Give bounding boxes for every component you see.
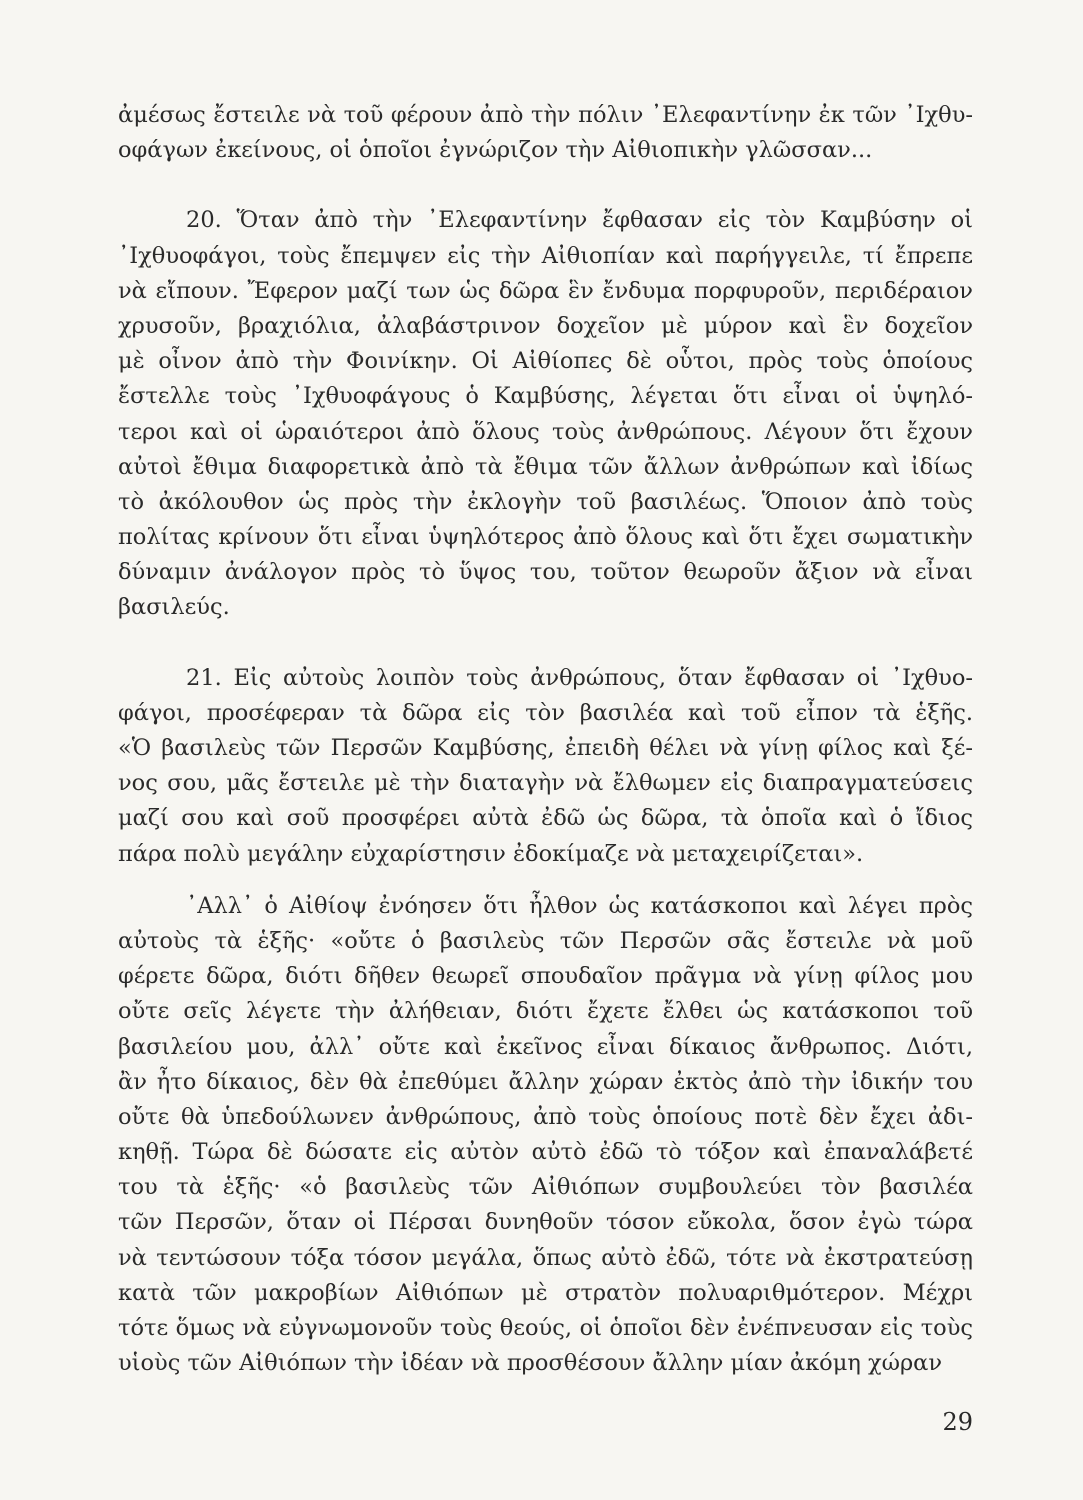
text-line: τῶν Περσῶν, ὅταν οἱ Πέρσαι δυνηθοῦν τόσον εὔκολα, ὅσον ἐγὼ τώρα [118,1209,973,1236]
text-line: υἱοὺς τῶν Αἰθιόπων τὴν ἰδέαν νὰ προσθέσουν ἄλλην μίαν ἀκόμη χώραν [118,1350,943,1377]
paragraph-gap [118,168,973,203]
text-line: χρυσοῦν, βραχιόλια, ἀλαβάστρινον δοχεῖον μὲ μύρον καὶ ἓν δοχεῖον [118,312,973,339]
text-line: αὐτοὺς τὰ ἑξῆς· «οὔτε ὁ βασιλεὺς τῶν Περσῶν σᾶς ἔστειλε νὰ μοῦ [118,927,973,954]
text-line: «Ὁ βασιλεὺς τῶν Περσῶν Καμβύσης, ἐπειδὴ θέλει νὰ γίνῃ φίλος καὶ ξέ- [118,735,973,761]
text-line: τεροι καὶ οἱ ὡραιότεροι ἀπὸ ὅλους τοὺς ἀνθρώπους. Λέγουν ὅτι ἔχουν [118,418,973,445]
text-line: φάγοι, προσέφεραν τὰ δῶρα εἰς τὸν βασιλέα καὶ τοῦ εἶπον τὰ ἑξῆς. [118,699,973,726]
text-line: αὐτοὶ ἔθιμα διαφορετικὰ ἀπὸ τὰ ἔθιμα τῶν ἄλλων ἀνθρώπων καὶ ἰδίως [118,453,973,480]
text-line: οὔτε σεῖς λέγετε τὴν ἀλήθειαν, διότι ἔχετε ἔλθει ὡς κατάσκοποι τοῦ [118,998,973,1025]
text-line: ἂν ἦτο δίκαιος, δὲν θὰ ἐπεθύμει ἄλλην χώραν ἐκτὸς ἀπὸ τὴν ἰδικήν του [118,1068,973,1095]
text-line: τὸ ἀκόλουθον ὡς πρὸς τὴν ἐκλογὴν τοῦ βασιλέως. Ὅποιον ἀπὸ τοὺς [118,488,973,515]
text-line: μὲ οἶνον ἀπὸ τὴν Φοινίκην. Οἱ Αἰθίοπες δὲ οὗτοι, πρὸς τοὺς ὁποίους [118,348,973,375]
paragraph [118,203,973,625]
text-line: 21. Εἰς αὐτοὺς λοιπὸν τοὺς ἀνθρώπους, ὅταν ἔφθασαν οἱ ᾿Ιχθυο- [186,664,973,691]
paragraph-gap [118,626,973,661]
text-line: τότε ὅμως νὰ εὐγνωμονοῦν τοὺς θεούς, οἱ ὁποῖοι δὲν ἐνέπνευσαν εἰς τοὺς [118,1315,973,1341]
text-line: ἔστελλε τοὺς ᾿Ιχθυοφάγους ὁ Καμβύσης, λέγεται ὅτι εἶναι οἱ ὑψηλό- [118,383,973,410]
text-line: του τὰ ἑξῆς· «ὁ βασιλεὺς τῶν Αἰθιόπων συμβουλεύει τὸν βασιλέα [118,1174,973,1201]
text-line: βασιλεύς. [118,594,230,621]
paragraph [118,889,973,1382]
text-line: νος σου, μᾶς ἔστειλε μὲ τὴν διαταγὴν νὰ ἔλθωμεν εἰς διαπραγματεύσεις [118,770,973,797]
text-line: 20. Ὅταν ἀπὸ τὴν ᾿Ελεφαντίνην ἔφθασαν εἰς τὸν Καμβύσην οἱ [186,207,973,234]
text-line: βασιλείου μου, ἀλλ᾿ οὔτε καὶ ἐκεῖνος εἶναι δίκαιος ἄνθρωπος. Διότι, [118,1033,973,1060]
paragraph [118,98,973,168]
text-line: δύναμιν ἀνάλογον πρὸς τὸ ὕψος του, τοῦτον θεωροῦν ἄξιον νὰ εἶναι [118,559,973,586]
text-line: ἀμέσως ἔστειλε νὰ τοῦ φέρουν ἀπὸ τὴν πόλιν ᾿Ελεφαντίνην ἐκ τῶν ᾿Ιχθυ- [118,102,973,128]
text-line: νὰ τεντώσουν τόξα τόσον μεγάλα, ὅπως αὐτὸ ἐδῶ, τότε νὰ ἐκστρατεύσῃ [118,1244,973,1271]
paragraph [118,661,973,872]
text-line: οφάγων ἐκείνους, οἱ ὁποῖοι ἐγνώριζον τὴν Αἰθιοπικὴν γλῶσσαν... [118,137,873,164]
text-line: νὰ εἴπουν. Ἔφερον μαζί των ὡς δῶρα ἓν ἔνδυμα πορφυροῦν, περιδέραιον [118,277,973,304]
text-line: ᾿Αλλ᾿ ὁ Αἰθίοψ ἐνόησεν ὅτι ἦλθον ὡς κατάσκοποι καὶ λέγει πρὸς [186,892,973,919]
text-line: πολίτας κρίνουν ὅτι εἶναι ὑψηλότερος ἀπὸ ὅλους καὶ ὅτι ἔχει σωματικὴν [118,524,973,551]
text-line: οὔτε θὰ ὑπεδούλωνεν ἀνθρώπους, ἀπὸ τοὺς ὁποίους ποτὲ δὲν ἔχει ἀδι- [118,1103,973,1130]
text-line: πάρα πολὺ μεγάλην εὐχαρίστησιν ἐδοκίμαζε νὰ μεταχειρίζεται». [118,840,864,867]
text-line: κατὰ τῶν μακροβίων Αἰθιόπων μὲ στρατὸν πολυαριθμότερον. Μέχρι [118,1279,973,1306]
text-line: μαζί σου καὶ σοῦ προσφέρει αὐτὰ ἐδῶ ὡς δῶρα, τὰ ὁποῖα καὶ ὁ ἴδιος [118,805,973,832]
page-number: 29 [942,1408,973,1436]
text-line: κηθῇ. Τώρα δὲ δώσατε εἰς αὐτὸν αὐτὸ ἐδῶ τὸ τόξον καὶ ἐπαναλάβετέ [118,1139,973,1166]
text-line: φέρετε δῶρα, διότι δῆθεν θεωρεῖ σπουδαῖον πρᾶγμα νὰ γίνῃ φίλος μου [118,963,973,990]
text-line: ᾿Ιχθυοφάγοι, τοὺς ἔπεμψεν εἰς τὴν Αἰθιοπίαν καὶ παρήγγειλε, τί ἔπρεπε [118,242,973,269]
body-text [118,98,973,1381]
paragraph-gap [118,872,973,889]
